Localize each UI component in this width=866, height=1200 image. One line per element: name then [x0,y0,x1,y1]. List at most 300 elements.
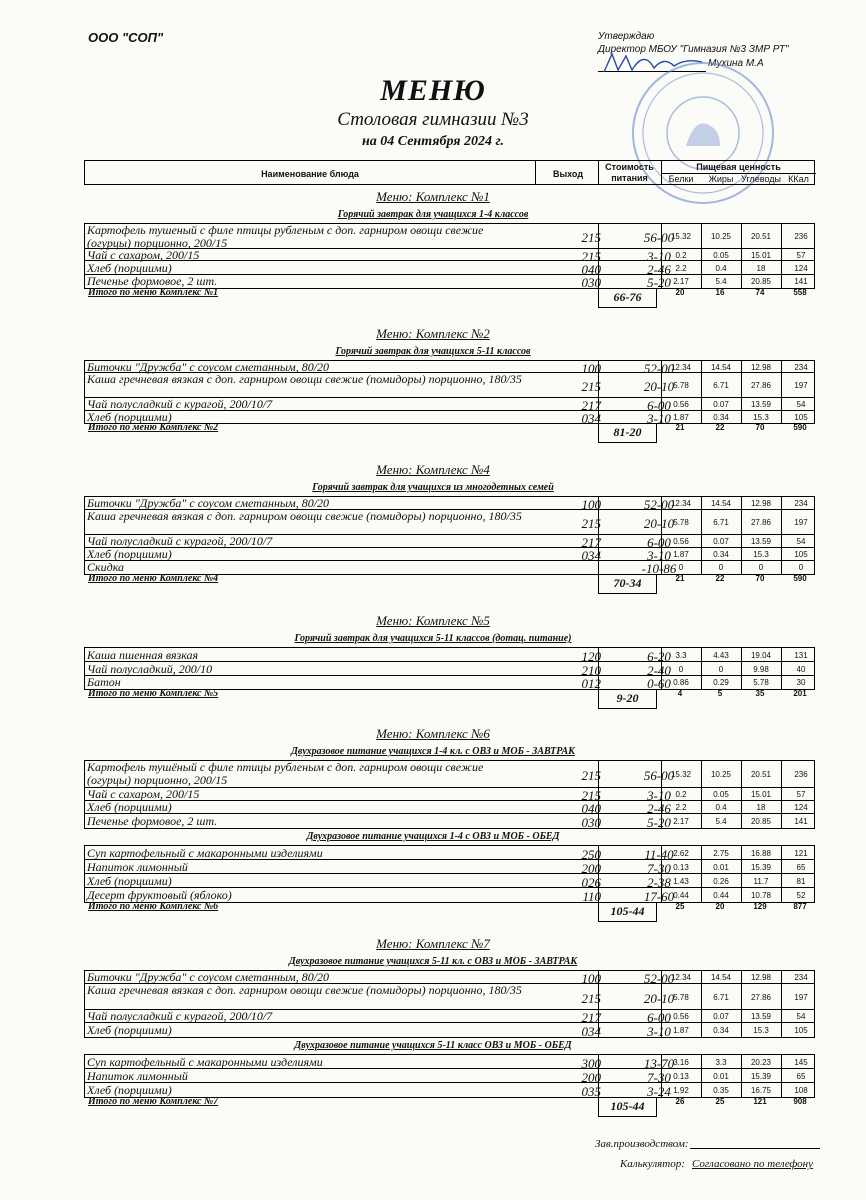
dish-price: 20-10 [643,516,675,531]
dish-price: 5-20 [647,275,671,290]
dish-price: 2-46 [647,261,671,277]
dish-output: 030 [581,275,601,290]
col-nutrition-header: Пищевая ценность [661,162,816,174]
kcal-value: 197 [794,381,808,390]
complex-title: Меню: Комплекс №5 [376,613,490,628]
dish-price: 17-60 [643,888,675,904]
group-title: Двухразовое питание учащихся 1-4 кл. с ОВЗ и МОБ - ЗАВТРАК [291,746,575,757]
kcal-value: 234 [794,362,808,372]
fat-value: 0.26 [713,876,729,886]
total-protein: 21 [675,574,685,583]
complex-total-price: 105-44 [598,1098,657,1117]
group-title: Двухразовое питание учащихся 5-11 класс ОВЗ и МОБ - ОБЕД [294,1040,572,1051]
fat-value: 14.54 [710,499,732,508]
fat-value: 3.3 [715,1057,727,1067]
dish-output: 100 [581,971,601,986]
table-row [85,888,814,902]
kcal-value: 236 [794,770,808,779]
carbs-value: 12.98 [750,362,772,372]
dish-output: 026 [581,874,601,890]
complex-total-label: Итого по меню Комплекс №2 [88,422,219,433]
carbs-value: 27.86 [750,992,772,1002]
carbs-value: 27.86 [750,518,772,527]
complex-total-price: 9-20 [598,690,657,709]
fat-value: 0.34 [713,412,729,422]
dish-name: Каша гречневая вязкая с доп. гарниром овощи свежие (помидоры) порционно, 180/35 [87,509,522,523]
dish-name: Напиток лимонный [87,1068,188,1083]
kcal-value: 124 [794,803,808,812]
table-row [85,373,814,398]
dish-price: 20-10 [643,990,675,1006]
col-protein-header: Белки [668,174,694,184]
dish-name: Батон [87,675,121,689]
table-row [85,548,814,561]
carbs-value: 20.51 [750,232,772,241]
fat-value: 0.35 [713,1085,729,1095]
carbs-value: 20.85 [750,277,772,286]
dish-name: Картофель тушёный с филе птицы рубленым с доп. гарниром овощи свежие (огурцы) порционно, 200/15 [87,760,484,787]
total-protein: 25 [675,902,685,911]
calculator-value: Согласовано по телефону [692,1158,813,1170]
table-row [85,662,814,676]
dish-price: 6-00 [647,535,671,550]
kcal-value: 124 [794,263,808,273]
kcal-value: 197 [794,518,808,527]
protein-value: 2.17 [673,816,689,826]
col-name-header: Наименование блюда [261,169,359,179]
dish-name: Биточки "Дружба" с соусом сметанным, 80/20 [87,359,330,374]
dish-price: 52-00 [643,497,675,512]
approval-line-1: Утверждаю [598,31,655,42]
protein-value: 0 [678,664,684,674]
dish-name: Чай полусладкий, 200/10 [87,661,213,676]
col-cost-header: Стоимость питания [605,162,654,183]
fat-value: 0.05 [713,790,729,799]
dish-price: 52-00 [643,360,675,376]
carbs-value: 13.59 [750,400,772,409]
dish-price: 2-38 [647,874,671,890]
kcal-value: 54 [796,1012,806,1021]
dish-output: 200 [581,860,601,876]
table-row [85,535,814,548]
fat-value: 0.01 [713,1071,729,1081]
dish-output: 120 [581,648,601,664]
table-row [85,224,814,249]
protein-value: 0.2 [675,790,687,799]
dish-name: Хлеб (порциими) [87,547,172,561]
menu-table [84,845,815,903]
table-row [85,761,814,788]
dish-output: 215 [581,379,601,394]
dish-output: 034 [581,1023,601,1039]
protein-value: 1.43 [673,876,689,886]
dish-name: Хлеб (порциими) [87,409,172,424]
dish-price: 0-60 [647,676,671,691]
kcal-value: 234 [794,499,808,508]
kcal-value: 121 [794,848,808,858]
dish-price: 7-30 [647,860,671,876]
dish-name: Чай полусладкий с курагой, 200/10/7 [87,534,273,548]
total-protein: 4 [677,689,683,698]
fat-value: 6.71 [713,518,729,527]
fat-value: 4.43 [713,650,729,660]
carbs-value: 12.98 [750,973,772,982]
kcal-value: 54 [796,400,806,409]
dish-name: Хлеб (порциими) [87,873,172,888]
dish-price: 6-00 [647,1010,671,1025]
fat-value: 0.01 [713,862,729,872]
carbs-value: 18 [756,263,766,273]
dish-price: -10-86 [641,561,677,576]
table-row [85,1083,814,1097]
approval-line-3: Мухина М.А [708,58,764,69]
dish-name: Суп картофельный с макаронными изделиями [87,1054,323,1069]
dish-output: 030 [581,814,601,830]
dish-price: 3-24 [647,1083,671,1099]
dish-name: Хлеб (порциими) [87,800,172,814]
fat-value: 0.29 [713,678,729,687]
carbs-value: 10.78 [750,890,772,900]
total-fat: 22 [715,574,725,583]
table-row [85,814,814,828]
dish-price: 56-00 [643,230,675,245]
carbs-value: 12.98 [750,499,772,508]
dish-output: 040 [581,261,601,277]
dish-output: 217 [581,398,601,413]
table-row [85,1023,814,1037]
group-title: Горячий завтрак для учащихся 5-11 классов (дотац. питание) [294,633,572,644]
protein-value: 0.13 [673,862,689,872]
total-kcal: 877 [793,902,807,911]
dish-output: 250 [581,846,601,862]
group-title: Двухразовое питание учащихся 5-11 кл. с ОВЗ и МОБ - ЗАВТРАК [288,956,578,967]
dish-name: Биточки "Дружба" с соусом сметанным, 80/20 [87,970,330,984]
dish-name: Картофель тушеный с филе птицы рубленым с доп. гарниром овощи свежие (огурцы) порционно, 200/15 [87,223,484,250]
carbs-value: 20.85 [750,816,772,826]
dish-price: 6-00 [647,398,671,413]
kcal-value: 0 [798,563,804,572]
protein-value: 0.13 [673,1071,689,1081]
dish-name: Чай с сахаром, 200/15 [87,247,200,262]
page-subtitle: Столовая гимназии №3 [337,109,529,130]
col-fat-header: Жиры [708,174,734,184]
kcal-value: 131 [794,650,808,660]
protein-value: 0 [678,563,684,572]
fat-value: 0 [718,664,724,674]
carbs-value: 9.98 [753,664,769,674]
fat-value: 0.07 [713,400,729,409]
total-carbs: 70 [755,423,765,432]
group-title: Двухразовое питание учащихся 1-4 с ОВЗ и МОБ - ОБЕД [306,831,560,842]
fat-value: 0.07 [713,1012,729,1021]
protein-value: 0.44 [673,890,689,900]
protein-value: 0.2 [675,250,687,260]
protein-value: 0.86 [673,678,689,687]
kcal-value: 234 [794,973,808,982]
fat-value: 0 [718,563,724,572]
dish-price: 13-70 [643,1055,675,1071]
dish-name: Чай полусладкий с курагой, 200/10/7 [87,397,273,411]
menu-table [84,1054,815,1098]
dish-output: 110 [582,888,601,904]
dish-price: 56-00 [643,768,675,783]
dish-output: 200 [581,1069,601,1085]
complex-total-label: Итого по меню Комплекс №7 [88,1096,219,1107]
complex-title: Меню: Комплекс №7 [376,936,490,951]
dish-output: 300 [581,1055,601,1071]
total-protein: 26 [675,1097,685,1106]
total-carbs: 70 [755,574,765,583]
complex-title: Меню: Комплекс №4 [376,462,490,477]
kcal-value: 108 [794,1085,808,1095]
kcal-value: 40 [796,664,806,674]
protein-value: 15.32 [670,770,692,779]
menu-table [84,760,815,829]
dish-price: 3-10 [647,248,671,264]
protein-value: 0.56 [673,537,689,546]
table-row [85,788,814,801]
carbs-value: 16.88 [750,848,772,858]
total-carbs: 129 [753,902,767,911]
carbs-value: 15.01 [750,790,772,799]
protein-value: 1.92 [673,1085,689,1095]
group-title: Горячий завтрак для учащихся 1-4 классов [337,209,529,220]
protein-value: 12.34 [670,499,692,508]
total-protein: 21 [675,423,685,432]
table-row [85,846,814,860]
dish-price: 20-10 [643,379,675,394]
total-kcal: 908 [793,1097,807,1106]
dish-price: 3-10 [647,788,671,803]
fat-value: 0.05 [713,250,729,260]
carbs-value: 16.75 [750,1085,772,1095]
table-row [85,1010,814,1023]
carbs-value: 19.04 [750,650,772,660]
protein-value: 0.56 [673,400,689,409]
protein-value: 1.87 [673,550,689,559]
dish-name: Хлеб (порциими) [87,1022,172,1037]
total-fat: 25 [715,1097,725,1106]
dish-output: 215 [581,768,601,783]
dish-name: Хлеб (порциими) [87,260,172,275]
dish-price: 5-20 [647,814,671,830]
menu-table [84,496,815,575]
dish-price: 52-00 [643,971,675,986]
kcal-value: 57 [796,790,806,799]
dish-output: 217 [581,1010,601,1025]
carbs-value: 15.3 [753,412,769,422]
total-kcal: 201 [793,689,807,698]
page-title: МЕНЮ [380,74,486,107]
dish-name: Печенье формовое, 2 шт. [87,274,218,288]
total-kcal: 590 [793,574,807,583]
kcal-value: 57 [796,250,806,260]
production-manager-label: Зав.производством: [595,1138,689,1150]
kcal-value: 141 [794,277,808,286]
company-name: ООО "СОП" [88,30,164,45]
menu-date: на 04 Сентября 2024 г. [362,134,504,149]
dish-name: Напиток лимонный [87,859,188,874]
table-row [85,874,814,888]
dish-output: 215 [581,230,601,245]
total-carbs: 35 [755,689,765,698]
dish-output: 215 [581,788,601,803]
protein-value: 3.3 [675,650,687,660]
carbs-value: 15.39 [750,862,772,872]
complex-total-price: 105-44 [598,903,657,922]
dish-price: 7-30 [647,1069,671,1085]
kcal-value: 141 [794,816,808,826]
fat-value: 14.54 [710,973,732,982]
dish-price: 6-20 [647,648,671,664]
table-row [85,1069,814,1083]
col-carbs-header: Углеводы [741,174,781,184]
carbs-value: 15.01 [750,250,772,260]
table-row [85,510,814,535]
dish-name: Печенье формовое, 2 шт. [87,813,218,828]
table-row [85,648,814,662]
complex-title: Меню: Комплекс №1 [376,189,490,204]
fat-value: 2.75 [713,848,729,858]
complex-total-label: Итого по меню Комплекс №6 [88,901,219,912]
protein-value: 2.17 [673,277,689,286]
complex-total-label: Итого по меню Комплекс №4 [88,573,219,584]
table-row [85,860,814,874]
protein-value: 1.87 [673,1025,689,1035]
dish-output: 100 [581,497,601,512]
fat-value: 6.71 [713,992,729,1002]
dish-name: Хлеб (порциими) [87,1082,172,1097]
table-header [84,160,815,185]
total-protein: 20 [675,288,685,297]
kcal-value: 81 [796,876,806,886]
total-fat: 16 [715,288,725,297]
dish-price: 3-10 [647,548,671,563]
dish-name: Биточки "Дружба" с соусом сметанным, 80/20 [87,496,330,510]
complex-total-price: 70-34 [598,575,657,594]
dish-output: 215 [581,248,601,264]
protein-value: 1.87 [673,412,689,422]
table-row [85,247,814,264]
protein-value: 0.56 [673,1012,689,1021]
complex-title: Меню: Комплекс №6 [376,726,490,741]
carbs-value: 11.7 [753,876,769,886]
protein-value: 2.62 [673,848,689,858]
kcal-value: 30 [796,678,806,687]
dish-price: 11-40 [644,846,674,862]
carbs-value: 5.78 [753,678,769,687]
col-kcal-header: ККал [788,174,809,184]
kcal-value: 105 [794,1025,808,1035]
group-title: Горячий завтрак для учащихся из многодетных семей [312,482,554,493]
dish-name: Чай полусладкий с курагой, 200/10/7 [87,1009,273,1023]
carbs-value: 15.3 [753,550,769,559]
group-title: Горячий завтрак для учащихся 5-11 классов [335,346,531,357]
carbs-value: 15.3 [753,1025,769,1035]
dish-name: Каша пшенная вязкая [87,647,199,662]
kcal-value: 105 [794,412,808,422]
dish-output: 215 [581,990,601,1006]
dish-output: 035 [581,1083,601,1099]
total-fat: 5 [717,689,723,698]
total-carbs: 121 [753,1097,767,1106]
dish-name: Десерт фруктовый (яблоко) [87,887,232,902]
fat-value: 14.54 [710,362,732,372]
dish-output: 100 [581,360,601,376]
fat-value: 0.34 [713,550,729,559]
protein-value: 12.34 [670,973,692,982]
fat-value: 5.4 [715,277,727,286]
fat-value: 10.25 [710,232,732,241]
menu-table [84,647,815,690]
kcal-value: 65 [796,1071,806,1081]
kcal-value: 105 [794,550,808,559]
protein-value: 12.34 [670,362,692,372]
carbs-value: 18 [756,803,766,812]
fat-value: 0.4 [715,263,727,273]
dish-output: 034 [581,410,601,426]
kcal-value: 52 [796,890,806,900]
dish-output: 012 [581,676,601,691]
menu-table [84,223,815,289]
fat-value: 0.07 [713,537,729,546]
kcal-value: 54 [796,537,806,546]
calculator-label: Калькулятор: [620,1158,685,1170]
protein-value: 5.78 [673,992,689,1002]
protein-value: 15.32 [670,232,692,241]
kcal-value: 197 [794,992,808,1002]
table-row [85,1055,814,1069]
menu-table [84,360,815,424]
carbs-value: 13.59 [750,1012,772,1021]
kcal-value: 145 [794,1057,808,1067]
dish-output: 210 [581,662,601,678]
carbs-value: 27.86 [750,381,772,390]
total-kcal: 590 [793,423,807,432]
complex-total-price: 66-76 [598,289,657,308]
complex-total-label: Итого по меню Комплекс №5 [88,688,219,699]
total-fat: 20 [715,902,725,911]
kcal-value: 236 [794,232,808,241]
dish-name: Каша гречневая вязкая с доп. гарниром овощи свежие (помидоры) порционно, 180/35 [87,372,522,386]
protein-value: 5.78 [673,518,689,527]
carbs-value: 13.59 [750,537,772,546]
table-row [85,984,814,1010]
total-kcal: 558 [793,288,807,297]
complex-title: Меню: Комплекс №2 [376,326,490,341]
dish-output: 217 [581,535,601,550]
dish-output: 215 [581,516,601,531]
complex-total-label: Итого по меню Комплекс №1 [88,287,219,298]
protein-value: 2.2 [675,263,687,273]
dish-price: 3-10 [647,410,671,426]
dish-name: Суп картофельный с макаронными изделиями [87,845,323,860]
protein-value: 2.2 [675,803,687,812]
dish-output: 040 [581,801,601,816]
carbs-value: 20.23 [750,1057,772,1067]
table-row [85,801,814,814]
fat-value: 0.44 [713,890,729,900]
complex-total-price: 81-20 [598,424,657,443]
fat-value: 6.71 [713,381,729,390]
menu-table [84,970,815,1038]
carbs-value: 15.39 [750,1071,772,1081]
total-carbs: 74 [755,288,765,297]
dish-price: 2-40 [647,662,671,678]
dish-price: 2-46 [647,801,671,816]
carbs-value: 0 [758,563,764,572]
fat-value: 5.4 [715,816,727,826]
